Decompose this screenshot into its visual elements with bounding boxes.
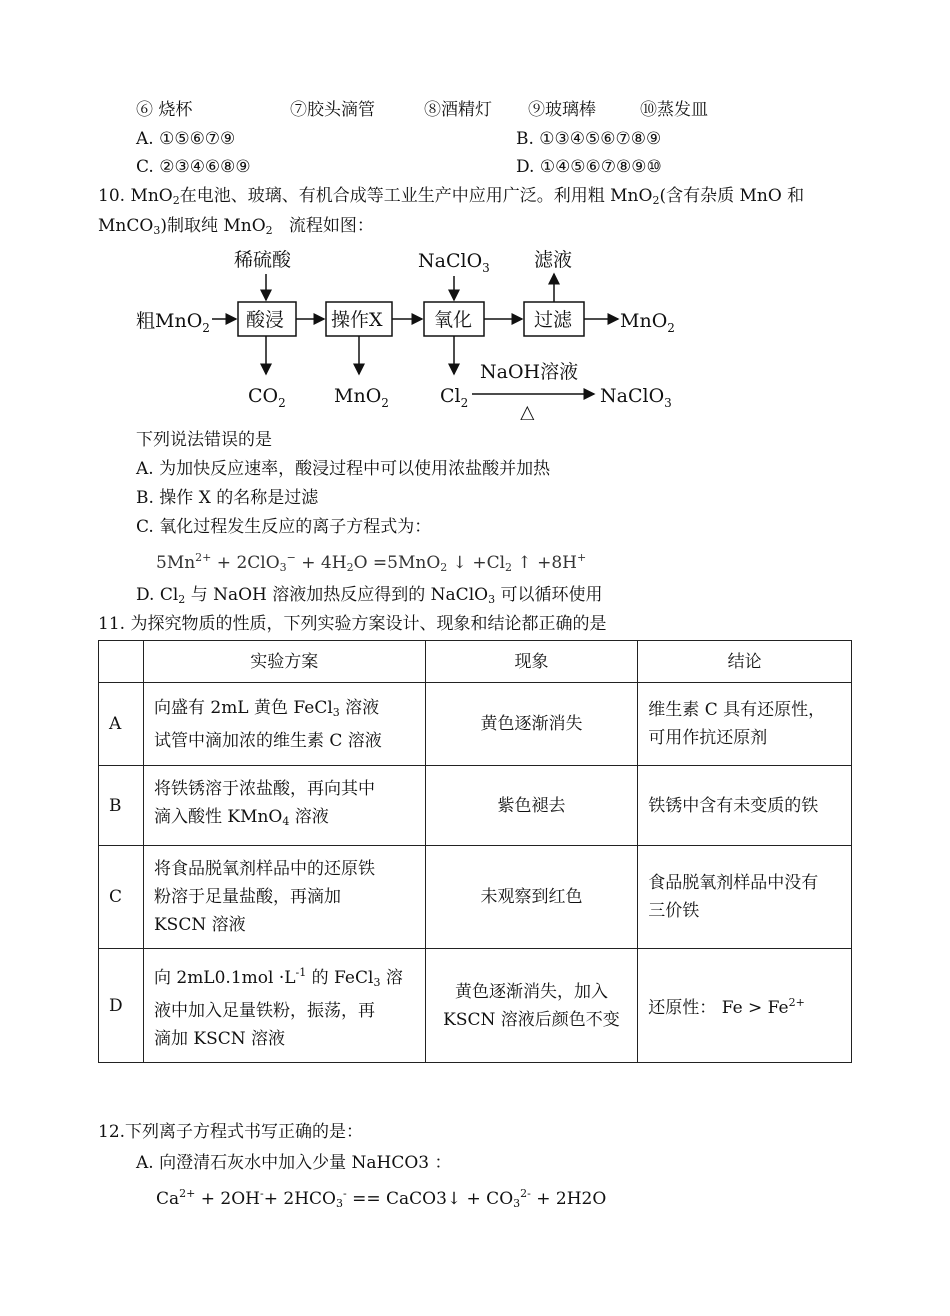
table-header: [99, 641, 144, 683]
flow-end: MnO$_2$: [620, 310, 675, 335]
q12-option-a: A. 向澄清石灰水中加入少量 NaHCO3 ：: [136, 1153, 452, 1173]
q12-stem: 12.下列离子方程式书写正确的是：: [98, 1122, 364, 1142]
q11-stem: 11. 为探究物质的性质，下列实验方案设计、现象和结论都正确的是: [98, 614, 607, 634]
flow-box1-label: 酸浸: [246, 309, 285, 331]
flow-output-mno2: MnO$_2$: [334, 385, 389, 410]
q10-option-c: C. 氧化过程发生反应的离子方程式为：: [136, 517, 432, 537]
table-header-row: [99, 641, 852, 683]
row-conclusion: 食品脱氧剂样品中没有 三价铁: [638, 846, 852, 949]
q9-option-b: B. ①③④⑤⑥⑦⑧⑨: [516, 129, 662, 149]
row-conclusion: 还原性： $Fe > Fe^{2+}$: [638, 949, 852, 1063]
row-phenomenon: 黄色逐渐消失: [425, 683, 638, 766]
table-row: [99, 846, 852, 949]
q12-equation: $Ca^{2+} + 2OH^-+ 2HCO_3^-$ == CaCO3↓ + $CO_3^{2-} + 2H2O$: [156, 1187, 607, 1210]
q10-option-a: A. 为加快反应速率，酸浸过程中可以使用浓盐酸并加热: [136, 459, 551, 479]
table-row: [99, 683, 852, 766]
instrument-item: ⑧酒精灯: [424, 100, 492, 120]
flow-condition-heat: △: [520, 401, 535, 420]
flow-box3-label: 氧化: [434, 309, 473, 331]
q10-stem-line2: MnCO$_3$)制取纯 MnO$_2$ 流程如图：: [98, 216, 374, 237]
q9-option-a: A. ①⑤⑥⑦⑨: [136, 129, 236, 149]
flow-output-filtrate: 滤液: [534, 249, 573, 271]
table-header: 结论: [638, 641, 852, 683]
row-plan: 将铁锈溶于浓盐酸，再向其中 滴入酸性 KMnO$_4$ 溶液: [143, 766, 425, 846]
instrument-item: ⑦胶头滴管: [290, 100, 375, 120]
flow-output-co2: $CO_2$: [248, 385, 286, 410]
row-conclusion: 铁锈中含有未变质的铁: [638, 766, 852, 846]
row-plan: 将食品脱氧剂样品中的还原铁 粉溶于足量盐酸，再滴加 KSCN 溶液: [143, 846, 425, 949]
flow-output-cl2: $Cl_2$: [440, 385, 469, 410]
table-header: 现象: [425, 641, 638, 683]
flow-input-naclo3: NaClO$_3$: [418, 250, 490, 275]
row-phenomenon: 未观察到红色: [425, 846, 638, 949]
table-header: 实验方案: [143, 641, 425, 683]
row-label: A: [99, 683, 144, 766]
flow-condition-naoh: NaOH溶液: [480, 361, 579, 383]
row-label: D: [99, 949, 144, 1063]
q9-option-c: C. ②③④⑥⑧⑨: [136, 157, 251, 177]
row-plan: 向 $2mL0.1mol \cdot L^{-1}$ 的 FeCl$_3$ 溶 液中加入足量铁粉，振荡，再 滴加 KSCN 溶液: [143, 949, 425, 1063]
flow-input-sulfuric-acid: 稀硫酸: [234, 249, 292, 271]
instrument-item: ⑥ 烧杯: [136, 100, 193, 120]
table-row: [99, 949, 852, 1063]
row-phenomenon: 紫色褪去: [425, 766, 638, 846]
flow-product-naclo3: NaClO$_3$: [600, 385, 672, 410]
row-phenomenon: 黄色逐渐消失，加入 KSCN 溶液后颜色不变: [425, 949, 638, 1063]
q9-option-d: D. ①④⑤⑥⑦⑧⑨⑩: [516, 157, 662, 177]
q10-option-b: B. 操作 X 的名称是过滤: [136, 488, 319, 508]
row-plan: 向盛有 2mL 黄色 FeCl$_3$ 溶液 试管中滴加浓的维生素 C 溶液: [143, 683, 425, 766]
q10-flow-diagram: [130, 240, 690, 420]
table-row: [99, 766, 852, 846]
row-conclusion: 维生素 C 具有还原性， 可用作抗还原剂: [638, 683, 852, 766]
q10-equation: $5Mn^{2+} + 2ClO_3^- + 4H_2O =5MnO_2$ ↓ $+Cl_2$ ↑ +8H+: [156, 551, 587, 574]
q11-table: [98, 640, 852, 1063]
flow-box2-label: 操作X: [331, 309, 383, 331]
q10-option-d: D. $Cl_2$ 与 NaOH 溶液加热反应得到的 NaClO$_3$ 可以循环使用: [136, 585, 603, 606]
instrument-item: ⑩蒸发皿: [640, 100, 708, 120]
q10-stem-line1: 10. MnO$_2$在电池、玻璃、有机合成等工业生产中应用广泛。利用粗 MnO$_2$(含有杂质 MnO 和: [98, 186, 805, 207]
flow-box4-label: 过滤: [534, 309, 573, 331]
instrument-item: ⑨玻璃棒: [528, 100, 596, 120]
flow-start: 粗MnO$_2$: [136, 310, 210, 335]
row-label: C: [99, 846, 144, 949]
row-label: B: [99, 766, 144, 846]
q10-question: 下列说法错误的是: [136, 430, 272, 450]
